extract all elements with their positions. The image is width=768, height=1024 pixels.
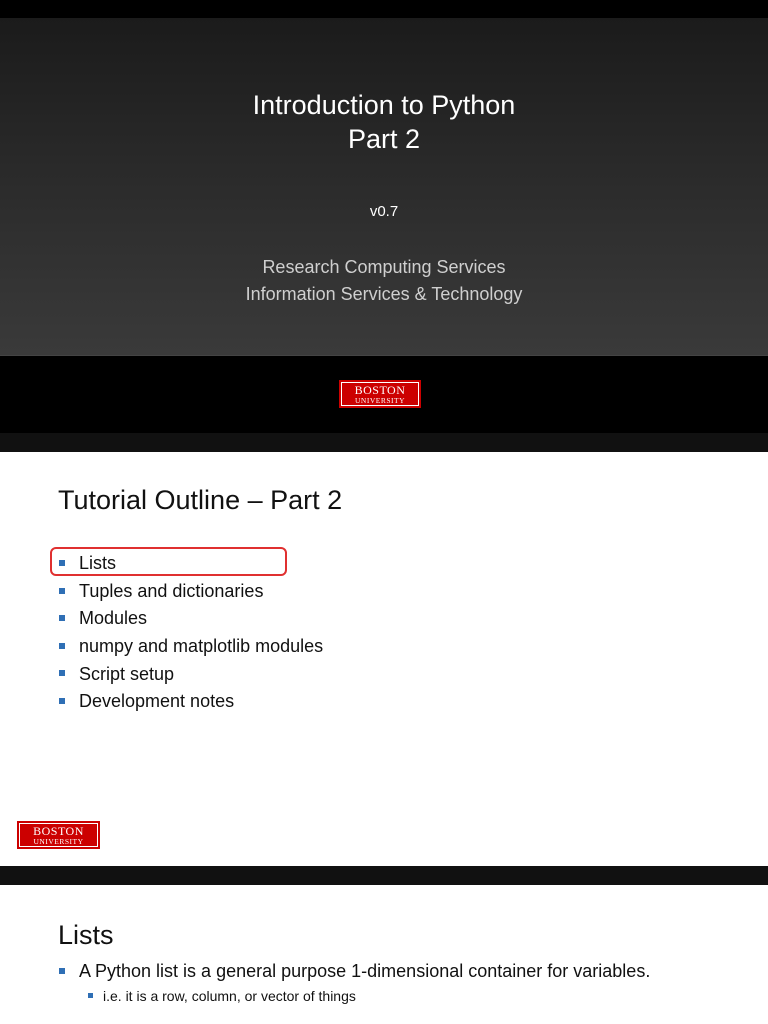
logo-text-university: UNIVERSITY — [355, 395, 405, 405]
boston-university-logo — [339, 380, 421, 408]
logo-text-university: UNIVERSITY — [33, 836, 84, 846]
bullet-icon — [59, 968, 65, 974]
outline-list — [58, 550, 323, 716]
slide-divider — [0, 866, 768, 885]
outline-item — [58, 578, 323, 606]
bullet-icon — [59, 615, 65, 621]
bullet-icon — [59, 670, 65, 676]
boston-university-logo — [17, 821, 100, 849]
outline-item-label: Development notes — [79, 691, 235, 712]
outline-item — [58, 605, 323, 633]
outline-title: Tutorial Outline – Part 2 — [58, 485, 343, 515]
organization — [0, 254, 768, 308]
title-slide — [0, 0, 768, 433]
top-bar — [0, 0, 768, 18]
slide-divider — [0, 433, 768, 452]
lists-sub-bullet — [88, 988, 356, 1004]
outline-item-label: Tuples and dictionaries — [79, 580, 264, 601]
bullet-icon — [59, 643, 65, 649]
org-line1: Research Computing Services — [262, 257, 506, 277]
outline-item-label: Lists — [79, 553, 117, 574]
lists-bullet — [58, 961, 650, 982]
logo-text-boston: BOSTON — [354, 382, 406, 397]
bullet-icon — [88, 993, 93, 998]
outline-item-label: Script setup — [79, 663, 175, 684]
outline-item — [58, 550, 323, 578]
slide-title — [0, 88, 768, 156]
outline-item — [58, 660, 323, 688]
lists-slide — [0, 885, 768, 1024]
outline-item — [58, 633, 323, 661]
slide-title-line2: Part 2 — [347, 124, 421, 154]
slide-title-line1: Introduction to Python — [252, 90, 516, 120]
logo-text-boston: BOSTON — [33, 823, 84, 838]
outline-item-label: numpy and matplotlib modules — [79, 636, 324, 657]
lists-bullet-text: A Python list is a general purpose 1-dimensional container for variables. — [79, 961, 651, 981]
lists-title: Lists — [58, 920, 114, 950]
outline-item-label: Modules — [79, 608, 148, 629]
outline-slide — [0, 452, 768, 866]
version-label: v0.7 — [369, 203, 399, 220]
lists-sub-bullet-text: i.e. it is a row, column, or vector of things — [103, 988, 356, 1004]
outline-item — [58, 688, 323, 716]
org-line2: Information Services & Technology — [245, 284, 523, 304]
bullet-icon — [59, 560, 65, 566]
title-slide-body — [0, 18, 768, 355]
bullet-icon — [59, 698, 65, 704]
bullet-icon — [59, 588, 65, 594]
